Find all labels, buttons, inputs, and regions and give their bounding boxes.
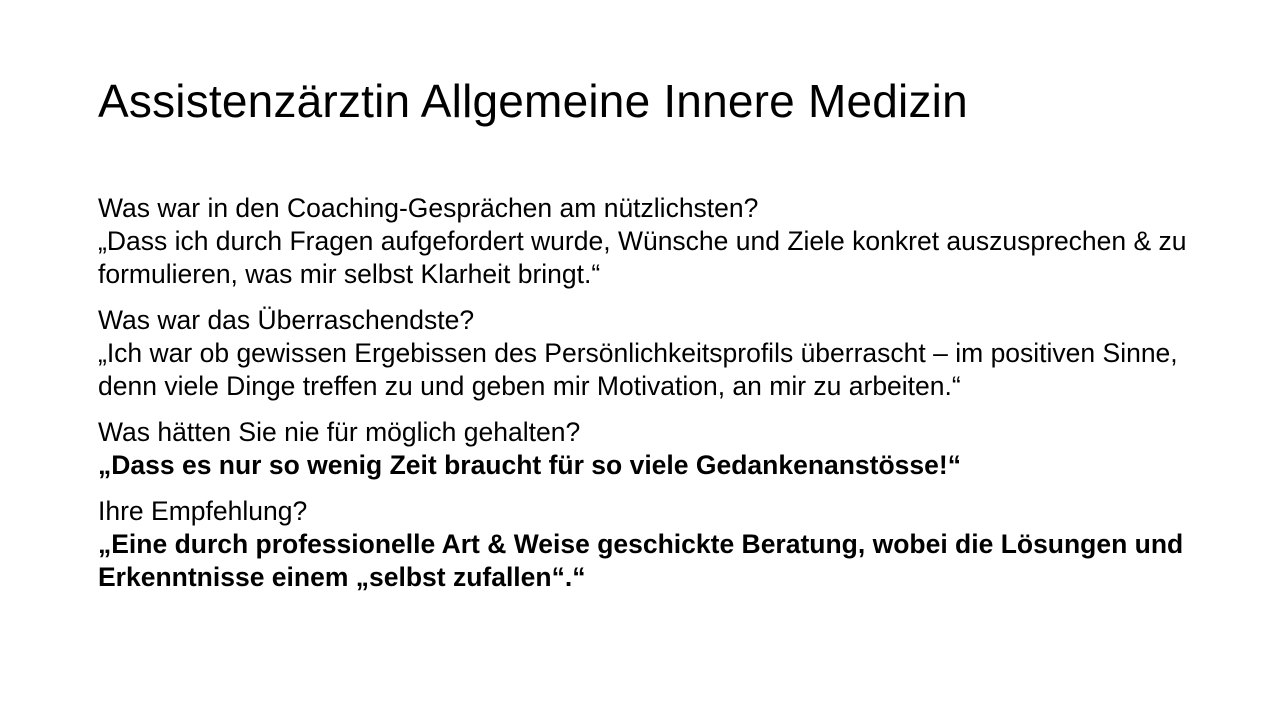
question-text: Was war das Überraschendste? bbox=[98, 305, 475, 335]
question-text: Was hätten Sie nie für möglich gehalten? bbox=[98, 417, 581, 447]
slide-body bbox=[98, 192, 1198, 607]
qa-block-recommendation bbox=[98, 495, 1198, 594]
answer-quote: „Dass ich durch Fragen aufgefordert wurde, Wünsche und Ziele konkret auszusprechen & zu formulieren, was mir selbst Klarheit bringt.“ bbox=[98, 226, 1187, 289]
qa-block-most-useful bbox=[98, 192, 1198, 291]
question-text: Was war in den Coaching-Gesprächen am nützlichsten? bbox=[98, 193, 759, 223]
qa-block-never-thought-possible bbox=[98, 416, 1198, 482]
answer-quote: „Ich war ob gewissen Ergebissen des Persönlichkeitsprofils überrascht – im positiven Sinne, denn viele Dinge treffen zu und geben mir Motivation, an mir zu arbeiten.“ bbox=[98, 338, 1178, 401]
answer-quote: „Dass es nur so wenig Zeit braucht für so viele Gedankenanstösse!“ bbox=[98, 450, 961, 480]
answer-quote: „Eine durch professionelle Art & Weise geschickte Beratung, wobei die Lösungen und Erkenntnisse einem „selbst zufallen“.“ bbox=[98, 529, 1184, 592]
question-text: Ihre Empfehlung? bbox=[98, 496, 308, 526]
slide-title: Assistenzärztin Allgemeine Innere Medizin bbox=[98, 75, 968, 127]
qa-block-most-surprising bbox=[98, 304, 1198, 403]
